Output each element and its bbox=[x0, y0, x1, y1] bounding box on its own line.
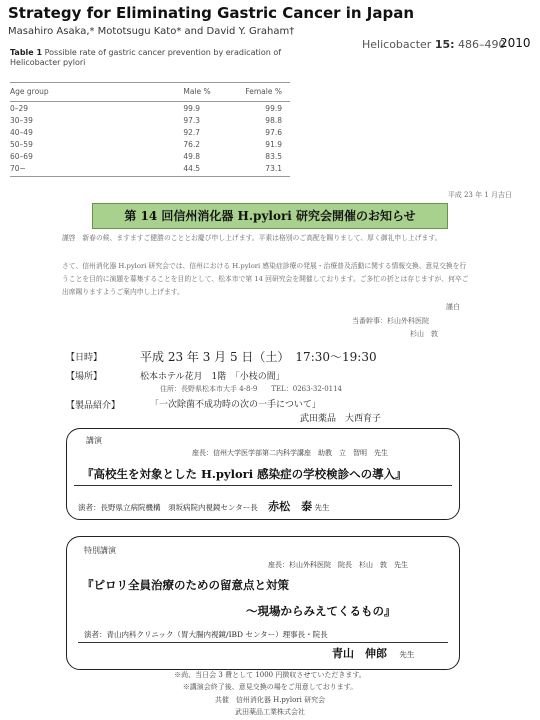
cell-male: 99.9 bbox=[183, 103, 201, 113]
footer-cohost: 共催 信州消化器 H.pylori 研究会 bbox=[214, 696, 326, 704]
table-row bbox=[10, 138, 290, 150]
organizer-name: 杉山 敦 bbox=[410, 330, 438, 338]
cell-male: 76.2 bbox=[183, 139, 201, 149]
publication-year: 2010 bbox=[500, 36, 531, 50]
closing-word: 謹白 bbox=[446, 303, 460, 311]
greeting-paragraph: 謹啓 新春の候、ますますご健勝のこととお慶び申し上げます。平素は格別のご高配を賜りまして、厚く御礼申し上げます。 bbox=[62, 234, 442, 242]
cell-age: 50–59 bbox=[10, 139, 33, 149]
cell-male: 92.7 bbox=[183, 127, 201, 137]
special-lecture-honorific: 先生 bbox=[399, 650, 415, 659]
cell-male: 44.5 bbox=[55, 162, 237, 176]
table-row bbox=[10, 162, 290, 176]
lecture-divider bbox=[74, 485, 452, 486]
table-row bbox=[10, 114, 290, 126]
special-lecture-chair: 座長：杉山外科医院 院長 杉山 敦 先生 bbox=[268, 561, 408, 569]
special-lecture-speaker-name: 青山 伸郎 bbox=[332, 647, 387, 660]
special-lecture-title-line2: ～現場からみえてくるもの』 bbox=[246, 604, 396, 618]
lecture-label: 講演 bbox=[86, 436, 102, 445]
venue-label: 【場所】 bbox=[66, 372, 103, 382]
paper-authors: Masahiro Asaka,* Mototsugu Kato* and David Y. Graham† bbox=[8, 26, 295, 37]
cell-female: 97.6 bbox=[265, 127, 282, 137]
venue-value: 松本ホテル花月 1階 「小枝の間」 bbox=[140, 372, 285, 382]
datetime-value bbox=[140, 348, 377, 365]
venue-address: 住所：長野県松本市大手 4-8-9 TEL：0263-32-0114 bbox=[160, 385, 343, 393]
journal-pages: 486–490 bbox=[458, 38, 506, 51]
footer-reception-note: ※講演会終了後、意見交換の場をご用意しております。 bbox=[182, 683, 358, 691]
table-row bbox=[10, 126, 290, 138]
cell-age: 40–49 bbox=[10, 127, 33, 137]
lecture-speaker bbox=[78, 498, 329, 514]
prevention-rate-table bbox=[10, 82, 290, 177]
table-label: Table 1 bbox=[10, 48, 43, 57]
special-lecture-speaker bbox=[332, 645, 414, 661]
cell-age: 70~ bbox=[10, 162, 55, 176]
paper-title: Strategy for Eliminating Gastric Cancer in Japan bbox=[8, 4, 415, 22]
lecture-chair: 座長：信州大学医学部第二内科学講座 助教 立 智明 先生 bbox=[192, 449, 388, 457]
product-label: 【製品紹介】 bbox=[66, 401, 121, 411]
cell-female: 91.9 bbox=[265, 139, 282, 149]
cell-age: 30–39 bbox=[10, 115, 33, 125]
lecture-honorific: 先生 bbox=[314, 503, 330, 512]
table-header-row bbox=[10, 83, 290, 102]
purpose-paragraph: さて、信州消化器 H.pylori 研究会では、信州における H.pylori 感染症診療の発展・治療普及活動に関する情報交換、意見交換を行うことを目的に演題を募集することを目的として、松本市で第 14 回研究会を開催しております。ご多忙の折とは存じますが、何卒ご出席賜りますようご案内申し上げます。 bbox=[62, 262, 469, 296]
datetime-label: 【日時】 bbox=[66, 353, 103, 363]
cell-age: 60–69 bbox=[10, 151, 33, 161]
cell-female: 83.5 bbox=[265, 151, 282, 161]
organizer-role: 当番幹事：杉山外科医院 bbox=[352, 317, 429, 325]
cell-male: 49.8 bbox=[183, 151, 201, 161]
footer-fee-note: ※尚、当日会 3 費として 1000 円徴収させていただきます。 bbox=[174, 671, 366, 679]
col-header-age: Age group bbox=[10, 83, 55, 102]
product-company: 武田薬品 大西育子 bbox=[300, 414, 382, 424]
col-header-female: Female % bbox=[238, 83, 290, 102]
journal-volume: 15: bbox=[434, 38, 455, 51]
table-row bbox=[10, 150, 290, 162]
table-caption bbox=[10, 48, 295, 68]
cell-female: 99.9 bbox=[265, 103, 282, 113]
cell-female: 98.8 bbox=[265, 115, 282, 125]
cell-age: 0–29 bbox=[10, 103, 29, 113]
cell-female: 73.1 bbox=[238, 162, 290, 176]
product-value: 「一次除菌不成功時の次の一手について」 bbox=[150, 400, 321, 410]
notice-date: 平成 23 年 1 月吉日 bbox=[447, 191, 512, 199]
lecture-title: 『高校生を対象とした H.pylori 感染症の学校検診への導入』 bbox=[82, 467, 407, 481]
special-lecture-divider bbox=[78, 642, 448, 643]
col-header-male: Male % bbox=[55, 83, 237, 102]
notice-banner: 第 14 回信州消化器 H.pylori 研究会開催のお知らせ bbox=[92, 203, 448, 229]
special-lecture-speaker-role: 演者：青山内科クリニック（胃大腸内視鏡/IBD センター）理事長・院長 bbox=[84, 630, 328, 639]
cell-male: 97.3 bbox=[183, 115, 201, 125]
journal-citation bbox=[362, 38, 506, 51]
table-caption-text: Possible rate of gastric cancer prevention by eradication of Helicobacter pylori bbox=[10, 48, 282, 67]
special-lecture-label: 特別講演 bbox=[84, 546, 116, 555]
lecture-speaker-name: 赤松 泰 bbox=[268, 500, 313, 513]
footer-sponsor: 武田薬品工業株式会社 bbox=[235, 708, 305, 716]
datetime-text: 平成 23 年 3 月 5 日（土） 17:30～19:30 bbox=[140, 350, 377, 364]
lecture-speaker-role: 演者：長野県立病院機構 須坂病院内視鏡センター長 bbox=[78, 503, 258, 512]
journal-name: Helicobacter bbox=[362, 38, 432, 51]
table-row bbox=[10, 102, 290, 115]
special-lecture-title-line1: 『ピロリ全員治療のための留意点と対策 bbox=[82, 578, 289, 592]
